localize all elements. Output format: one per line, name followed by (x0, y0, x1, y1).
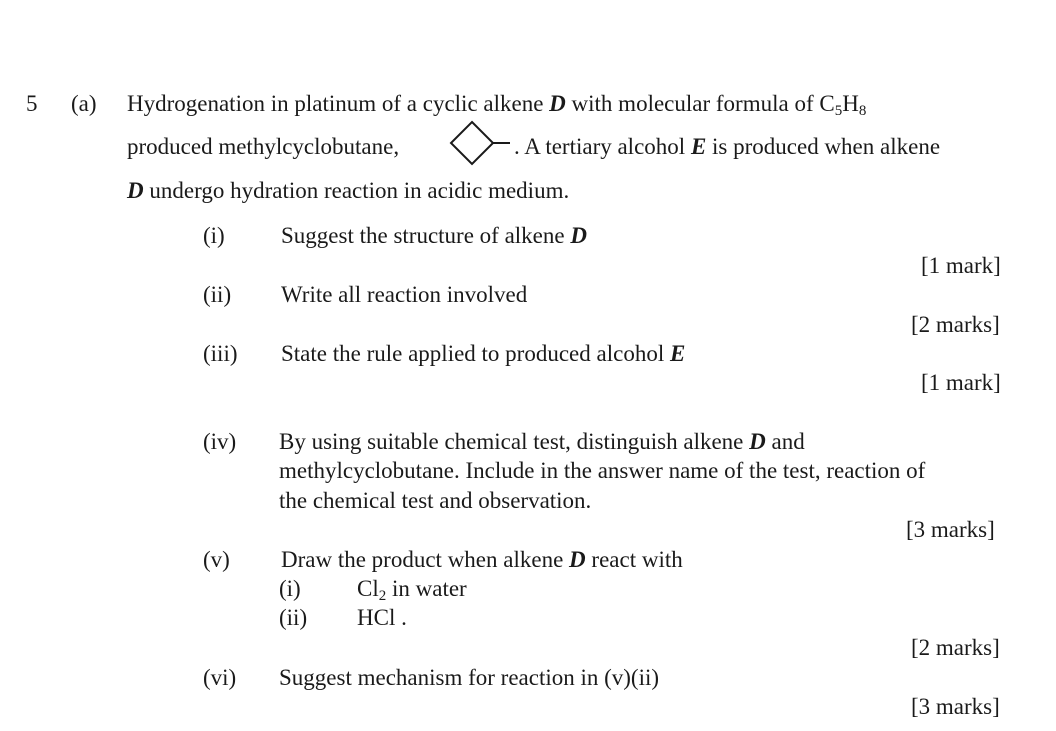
intro-line-1: Hydrogenation in platinum of a cyclic alkene D with molecular formula of $C_5H_8$ (127, 91, 867, 119)
item-iv-marks: [3 marks] (906, 517, 995, 542)
item-iv-label: (iv) (203, 429, 237, 454)
item-i-marks: [1 mark] (921, 253, 1001, 278)
methylcyclobutane-skeletal-icon (448, 119, 512, 171)
item-ii-text: Write all reaction involved (281, 282, 528, 307)
item-v-sub-i-label: (i) (279, 576, 301, 601)
item-iii-label: (iii) (203, 341, 238, 366)
item-vi-label: (vi) (203, 665, 237, 690)
item-vi-text: Suggest mechanism for reaction in (v)(ii) (279, 665, 660, 690)
intro-line-3: D undergo hydration reaction in acidic medium. (127, 178, 570, 203)
item-v-sub-i-text: $Cl_2$ in water (357, 576, 467, 604)
item-iv-text-3: the chemical test and observation. (279, 488, 592, 513)
item-v-text: Draw the product when alkene D react with (281, 547, 683, 572)
item-iv-text-1: By using suitable chemical test, distinguish alkene D and (279, 429, 805, 454)
question-number: 5 (26, 91, 38, 116)
item-ii-marks: [2 marks] (911, 312, 1000, 337)
item-i-label: (i) (203, 223, 225, 248)
intro-line-2a: produced methylcyclobutane, (127, 134, 400, 159)
item-v-sub-ii-text: HCl . (357, 605, 407, 630)
item-i-text: Suggest the structure of alkene D (281, 223, 587, 248)
part-label: (a) (71, 91, 97, 116)
item-ii-label: (ii) (203, 282, 232, 307)
item-vi-marks: [3 marks] (911, 694, 1000, 719)
item-v-label: (v) (203, 547, 230, 572)
item-iv-text-2: methylcyclobutane. Include in the answer name of the test, reaction of (279, 458, 926, 483)
intro-line-2b: . A tertiary alcohol E is produced when alkene (514, 134, 941, 159)
item-iii-text: State the rule applied to produced alcohol E (281, 341, 686, 366)
item-v-sub-ii-label: (ii) (279, 605, 308, 630)
item-iii-marks: [1 mark] (921, 370, 1001, 395)
item-v-marks: [2 marks] (911, 635, 1000, 660)
